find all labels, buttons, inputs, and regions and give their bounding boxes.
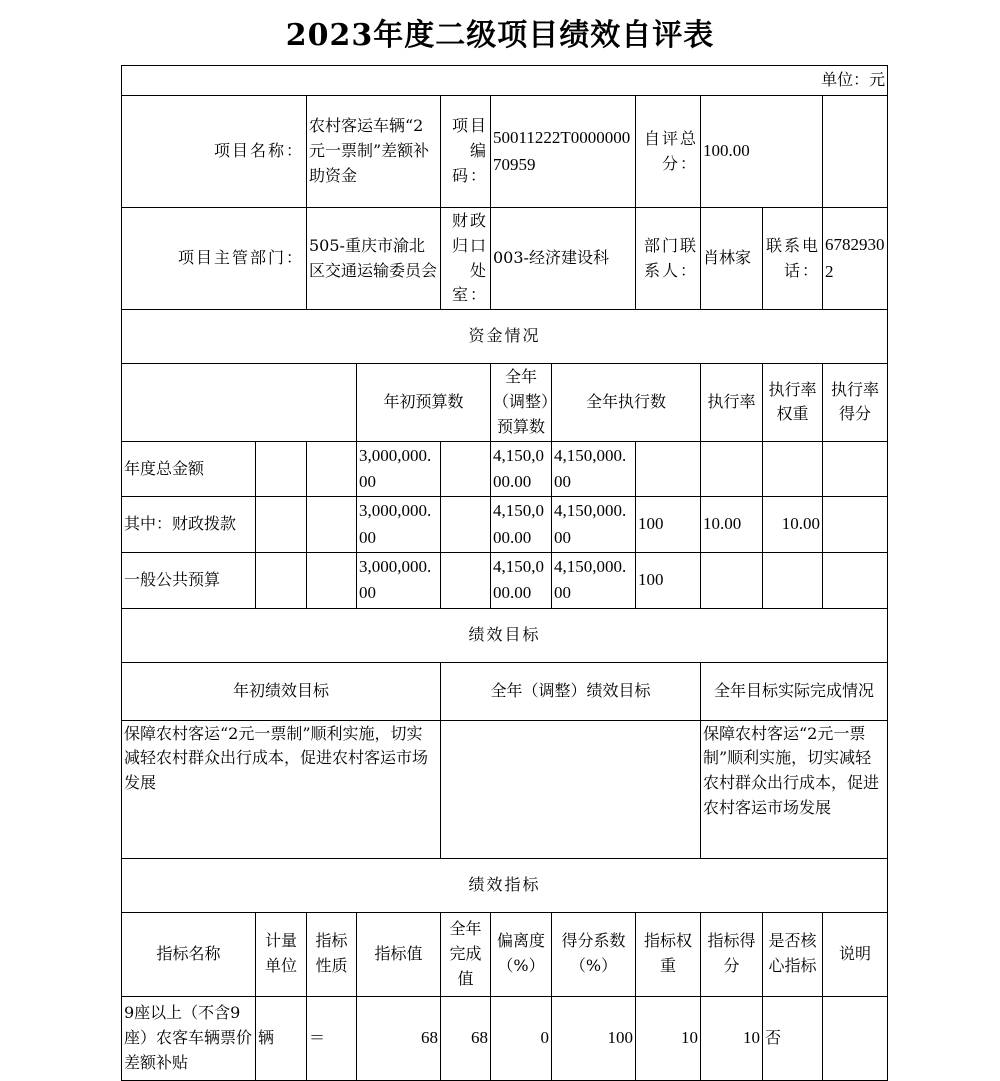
score-label: 自评总分： xyxy=(636,96,701,208)
indicator-deviation-header: 偏离度（%） xyxy=(491,912,552,996)
indicator-deviation: 0 xyxy=(491,996,552,1080)
fund-score xyxy=(763,552,823,608)
empty-cell xyxy=(823,441,888,497)
total-score: 100.00 xyxy=(701,96,823,208)
empty-cell xyxy=(256,552,307,608)
fund-initial: 3,000,000.00 xyxy=(357,497,441,553)
fund-initial: 3,000,000.00 xyxy=(357,441,441,497)
table-row xyxy=(122,996,888,1080)
indicator-nature-header: 指标性质 xyxy=(307,912,357,996)
empty-cell xyxy=(256,497,307,553)
indicator-actual: 68 xyxy=(441,996,491,1080)
funds-header-blank xyxy=(122,364,357,441)
initial-budget-header: 年初预算数 xyxy=(357,364,491,441)
fund-initial: 3,000,000.00 xyxy=(357,552,441,608)
fund-weight: 10.00 xyxy=(701,497,763,553)
actual-goal-text: 保障农村客运“2元一票制”顺利实施，切实减轻农村群众出行成本，促进农村客运市场发展 xyxy=(701,720,888,858)
page-title: 2023年度二级项目绩效自评表 xyxy=(285,18,715,53)
execution-header: 全年执行数 xyxy=(552,364,701,441)
unit-label: 单位：元 xyxy=(122,66,888,96)
funds-section-header: 资金情况 xyxy=(122,310,888,364)
indicator-score: 10 xyxy=(701,996,763,1080)
fund-executed: 4,150,000.00 xyxy=(552,441,636,497)
fund-rate xyxy=(636,441,701,497)
empty-cell xyxy=(307,497,357,553)
adjusted-budget-header: 全年（调整）预算数 xyxy=(491,364,552,441)
office-label: 财政归口处室： xyxy=(441,208,491,310)
project-name-label: 项目名称： xyxy=(122,96,307,208)
empty-cell xyxy=(307,441,357,497)
empty-cell xyxy=(823,552,888,608)
indicator-unit-header: 计量单位 xyxy=(256,912,307,996)
performance-table xyxy=(121,65,888,1081)
indicator-nature: ＝ xyxy=(307,996,357,1080)
contact-value: 肖林家 xyxy=(701,208,763,310)
indicator-weight-header: 指标权重 xyxy=(636,912,701,996)
table-row xyxy=(122,441,888,497)
office-value: 003-经济建设科 xyxy=(491,208,636,310)
phone-value: 67829302 xyxy=(823,208,888,310)
actual-goal-header: 全年目标实际完成情况 xyxy=(701,662,888,720)
adjusted-goal-text xyxy=(441,720,701,858)
fund-rate: 100 xyxy=(636,552,701,608)
project-code: 50011222T000000070959 xyxy=(491,96,636,208)
empty-cell xyxy=(441,552,491,608)
fund-score: 10.00 xyxy=(763,497,823,553)
fund-rate: 100 xyxy=(636,497,701,553)
fund-adjusted: 4,150,000.00 xyxy=(491,552,552,608)
indicator-coef: 100 xyxy=(552,996,636,1080)
empty-cell xyxy=(823,497,888,553)
project-code-label: 项目编码： xyxy=(441,96,491,208)
fund-row-label: 其中：财政拨款 xyxy=(122,497,256,553)
weight-header: 执行率权重 xyxy=(763,364,823,441)
project-name: 农村客运车辆“2元一票制”差额补助资金 xyxy=(307,96,441,208)
indicator-note-header: 说明 xyxy=(823,912,888,996)
rate-header: 执行率 xyxy=(701,364,763,441)
fund-executed: 4,150,000.00 xyxy=(552,497,636,553)
empty-cell xyxy=(441,497,491,553)
indicator-score-header: 指标得分 xyxy=(701,912,763,996)
initial-goal-header: 年初绩效目标 xyxy=(122,662,441,720)
empty-cell xyxy=(307,552,357,608)
adjusted-goal-header: 全年（调整）绩效目标 xyxy=(441,662,701,720)
phone-label: 联系电话： xyxy=(763,208,823,310)
indicator-note xyxy=(823,996,888,1080)
indicator-core-header: 是否核心指标 xyxy=(763,912,823,996)
rate-score-header: 执行率得分 xyxy=(823,364,888,441)
fund-weight xyxy=(701,552,763,608)
indicator-weight: 10 xyxy=(636,996,701,1080)
table-row xyxy=(122,497,888,553)
dept-label: 项目主管部门： xyxy=(122,208,307,310)
indicator-value: 68 xyxy=(357,996,441,1080)
fund-adjusted: 4,150,000.00 xyxy=(491,441,552,497)
indicator-coef-header: 得分系数（%） xyxy=(552,912,636,996)
fund-executed: 4,150,000.00 xyxy=(552,552,636,608)
fund-adjusted: 4,150,000.00 xyxy=(491,497,552,553)
indicator-name-header: 指标名称 xyxy=(122,912,256,996)
indicator-unit: 辆 xyxy=(256,996,307,1080)
fund-weight xyxy=(701,441,763,497)
empty-cell xyxy=(441,441,491,497)
goals-section-header: 绩效目标 xyxy=(122,608,888,662)
indicator-actual-header: 全年完成值 xyxy=(441,912,491,996)
empty-cell xyxy=(823,96,888,208)
indicator-name: 9座以上（不含9座）农客车辆票价差额补贴 xyxy=(122,996,256,1080)
empty-cell xyxy=(256,441,307,497)
indicators-section-header: 绩效指标 xyxy=(122,858,888,912)
fund-score xyxy=(763,441,823,497)
fund-row-label: 一般公共预算 xyxy=(122,552,256,608)
initial-goal-text: 保障农村客运“2元一票制”顺利实施，切实减轻农村群众出行成本，促进农村客运市场发展 xyxy=(122,720,441,858)
table-row xyxy=(122,552,888,608)
indicator-value-header: 指标值 xyxy=(357,912,441,996)
contact-label: 部门联系人： xyxy=(636,208,701,310)
indicator-core: 否 xyxy=(763,996,823,1080)
dept-value: 505-重庆市渝北区交通运输委员会 xyxy=(307,208,441,310)
fund-row-label: 年度总金额 xyxy=(122,441,256,497)
